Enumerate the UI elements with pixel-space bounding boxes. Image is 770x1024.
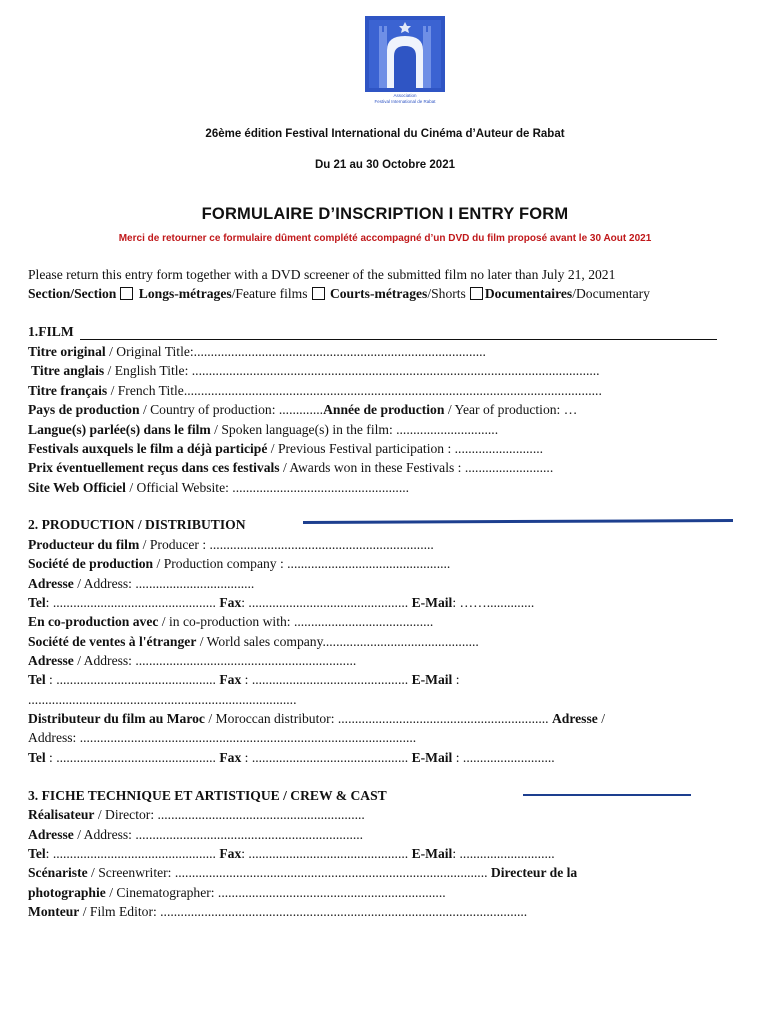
director-address-field[interactable]: Adresse / Address: ................................................................... — [28, 827, 364, 842]
french-title-field[interactable]: Titre français / French Title........................................................................................................................... — [28, 383, 602, 398]
production-heading-rule — [303, 519, 733, 524]
documentary-label-fr: Documentaires — [484, 286, 573, 301]
feature-films-checkbox[interactable] — [120, 287, 133, 300]
english-title-field[interactable]: Titre anglais / English Title: ........................................................................................................................ — [31, 363, 600, 378]
sales-contact-field[interactable]: Tel : ............................................... Fax : .............................................. E-Mail : — [28, 672, 460, 687]
festival-edition: 26ème édition Festival International du Cinéma d’Auteur de Rabat — [205, 128, 565, 140]
previous-festivals-field[interactable]: Festivals auxquels le film a déjà participé / Previous Festival participation : .......................... — [28, 441, 544, 456]
instruction-text: Please return this entry form together with a DVD screener of the submitted film no later than July 21, 2021 — [28, 267, 616, 282]
return-note: Merci de retourner ce formulaire dûment complété accompagné d’un DVD du film proposé avant le 30 Aout 2021 — [118, 233, 652, 244]
sales-email-continuation[interactable]: ............................................................................... — [28, 692, 297, 707]
film-section-heading: 1.FILM — [28, 324, 74, 339]
shorts-checkbox[interactable] — [312, 287, 325, 300]
awards-field[interactable]: Prix éventuellement reçus dans ces festivals / Awards won in these Festivals : .......................... — [28, 460, 554, 475]
documentary-label-en: /Documentary — [572, 286, 650, 301]
section-label: Section/Section — [28, 286, 117, 301]
shorts-label-en: /Shorts — [427, 286, 466, 301]
section-line — [28, 285, 650, 302]
feature-films-label-en: /Feature films — [231, 286, 308, 301]
film-heading-rule — [80, 339, 717, 340]
director-contact-field[interactable]: Tel: ................................................ Fax: ............................................... E-Mail: ............................ — [28, 846, 555, 861]
producer-field[interactable]: Producteur du film / Producer : .................................................................. — [28, 537, 434, 552]
official-website-field[interactable]: Site Web Officiel / Official Website: .................................................... — [28, 480, 410, 495]
distributor-address-field[interactable]: Address: ................................................................................................... — [28, 730, 417, 745]
cinematographer-field[interactable]: photographie / Cinematographer: ................................................................... — [28, 885, 446, 900]
production-section-heading: 2. PRODUCTION / DISTRIBUTION — [28, 517, 246, 532]
crew-heading-rule — [523, 794, 691, 796]
crew-section-heading: 3. FICHE TECHNIQUE ET ARTISTIQUE / CREW & CAST — [28, 788, 387, 803]
instruction-line — [28, 266, 615, 283]
shorts-label-fr: Courts-métrages — [329, 286, 428, 301]
form-title: FORMULAIRE D’INSCRIPTION I ENTRY FORM — [201, 205, 569, 223]
director-field[interactable]: Réalisateur / Director: ............................................................. — [28, 807, 365, 822]
moroccan-distributor-field[interactable]: Distributeur du film au Maroc / Moroccan distributor: .............................................................. Adresse / — [28, 711, 605, 726]
production-country-year-field[interactable]: Pays de production / Country of production: .............Année de production / Year of production: … — [28, 402, 578, 417]
production-address-field[interactable]: Adresse / Address: ................................... — [28, 576, 255, 591]
documentary-checkbox[interactable] — [470, 287, 483, 300]
distributor-contact-field[interactable]: Tel : ............................................... Fax : .............................................. E-Mail : ........................... — [28, 750, 555, 765]
feature-films-label-fr: Longs-métrages — [138, 286, 232, 301]
spoken-languages-field[interactable]: Langue(s) parlée(s) dans le film / Spoken language(s) in the film: .............................. — [28, 422, 499, 437]
festival-logo — [361, 14, 449, 106]
logo-caption-2: Festival International de Rabat — [374, 99, 436, 104]
production-company-field[interactable]: Société de production / Production company : ................................................ — [28, 556, 451, 571]
festival-dates: Du 21 au 30 Octobre 2021 — [315, 159, 455, 171]
sales-address-field[interactable]: Adresse / Address: ................................................................. — [28, 653, 357, 668]
screenwriter-field[interactable]: Scénariste / Screenwriter: ............................................................................................ Directeur de la — [28, 865, 578, 880]
coproduction-field[interactable]: En co-production avec / in co-production with: ......................................... — [28, 614, 434, 629]
film-editor-field[interactable]: Monteur / Film Editor: ............................................................................................................ — [28, 904, 528, 919]
production-contact-field[interactable]: Tel: ................................................ Fax: ............................................... E-Mail: …….............. — [28, 595, 535, 610]
logo-caption-1: Association — [393, 93, 417, 98]
original-title-field[interactable]: Titre original / Original Title:...................................................................................... — [28, 344, 486, 359]
world-sales-field[interactable]: Société de ventes à l'étranger / World sales company.............................................. — [28, 634, 479, 649]
